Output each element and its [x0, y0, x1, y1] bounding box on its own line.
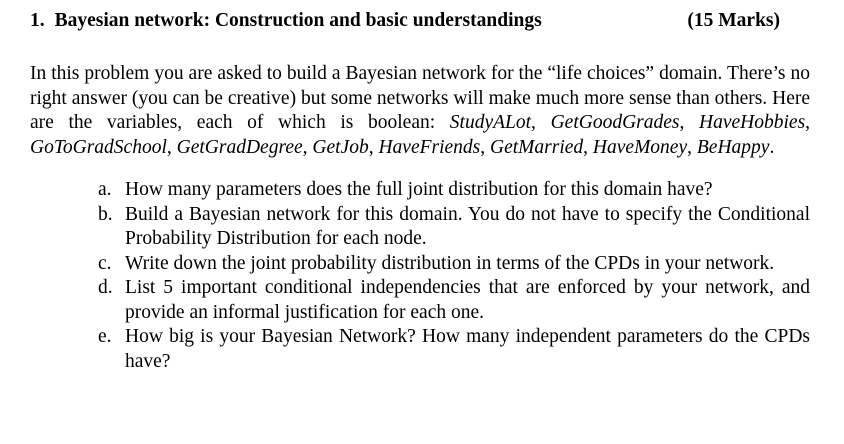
variable-name: BeHappy [696, 136, 770, 158]
question-text: How many parameters does the full joint distribution for this domain have? [125, 179, 713, 200]
variable-name: HaveHobbies [699, 112, 806, 133]
variable-name: GetMarried [490, 136, 584, 158]
variable-separator: , [531, 112, 551, 133]
variable-name: GetGradDegree [176, 136, 303, 158]
question-text: Write down the joint probability distribution in terms of the CPDs in your network. [125, 252, 775, 274]
variable-name: HaveMoney [592, 136, 688, 158]
question-text: List 5 important conditional independencies that are enforced by your network, and provide an informal justification for each one. [125, 277, 810, 323]
question-text: How big is your Bayesian Network? How many independent parameters do the CPDs have? [125, 326, 810, 372]
question-letter: b. [98, 203, 113, 225]
variable-name: StudyALot [449, 112, 532, 133]
variable-separator: , [302, 136, 313, 158]
intro-text-after: . [769, 136, 775, 158]
question-item [30, 203, 810, 252]
question-letter: c. [98, 252, 112, 274]
question-item [30, 276, 810, 325]
variable-name: HaveFriends [378, 136, 481, 158]
problem-title-group [30, 8, 542, 34]
intro-text-before: In this problem you are asked to build a Bayesian network for the “life choices” domain. There’s no right answer (you can be creative) but some networks will make much more sense than others. Here are the variables, each of which is boolean: [30, 63, 810, 133]
variable-separator: , [368, 136, 379, 158]
question-letter: a. [98, 179, 112, 200]
question-item [30, 252, 810, 277]
problem-number: 1. [30, 10, 45, 31]
variable-separator: , [687, 136, 697, 158]
problem-heading [30, 8, 780, 34]
question-letter: e. [98, 326, 112, 347]
variable-separator: , [679, 112, 700, 133]
problem-title: Bayesian network: Construction and basic understandings [54, 10, 542, 31]
question-letter: d. [98, 277, 113, 298]
question-list [30, 178, 810, 374]
variable-name: GetGoodGrades [550, 112, 680, 133]
problem-marks: (15 Marks) [687, 10, 780, 31]
question-item [30, 325, 810, 374]
variable-name: GoToGradSchool [30, 136, 167, 158]
variable-separator: , [166, 136, 177, 158]
problem-intro [30, 62, 810, 160]
question-item [30, 178, 810, 203]
variable-separator: , [480, 136, 491, 158]
variable-name: GetJob [312, 136, 369, 158]
question-text: Build a Bayesian network for this domain. You do not have to specify the Conditional Probability Distribution for each node. [125, 203, 810, 249]
variable-separator: , [583, 136, 593, 158]
variable-separator: , [805, 112, 811, 133]
